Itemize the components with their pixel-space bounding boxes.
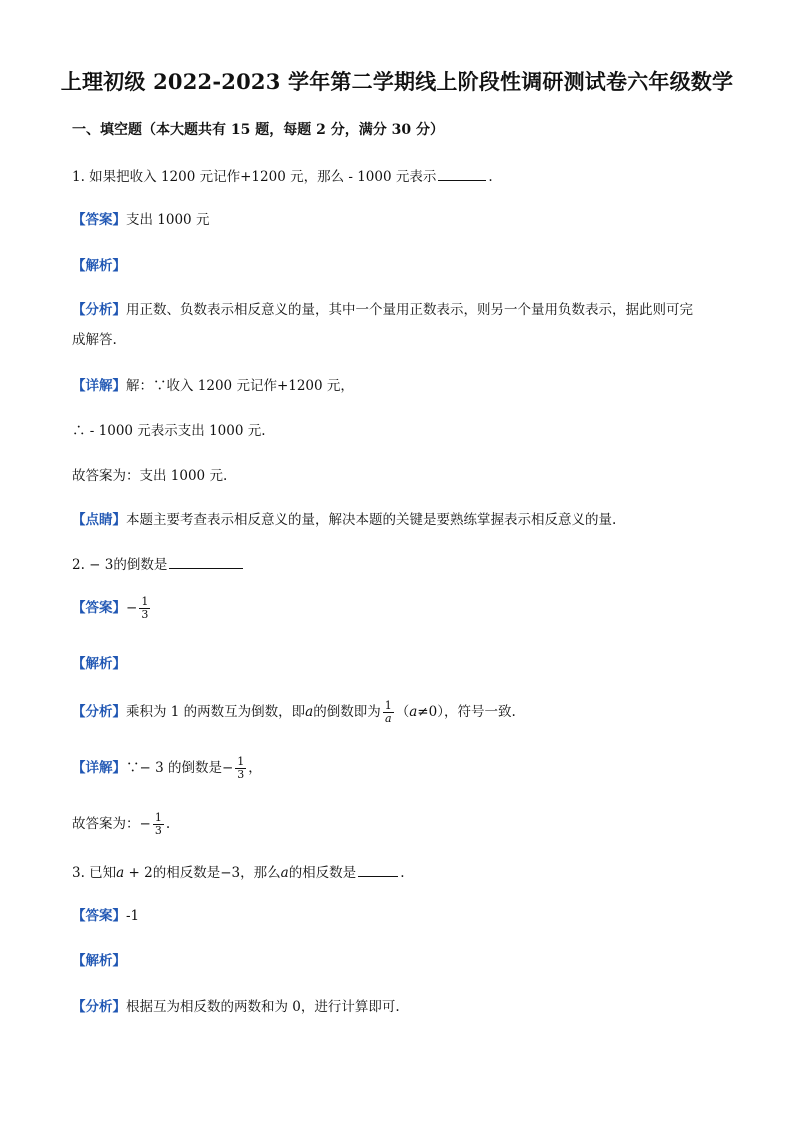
document-title: 上理初级 2022-2023 学年第二学期线上阶段性调研测试卷六年级数学 bbox=[60, 69, 734, 94]
analysis-label: 【分析】 bbox=[72, 704, 126, 720]
comment-text: 本题主要考查表示相反意义的量，解决本题的关键是要熟练掌握表示相反意义的量. bbox=[126, 512, 617, 528]
question-1-answer bbox=[72, 210, 209, 230]
answer-text: 支出 1000 元 bbox=[126, 212, 210, 228]
analysis-text: 乘积为 1 的两数互为倒数，即 bbox=[126, 704, 306, 720]
answer-sign: − bbox=[126, 600, 138, 616]
question-1-stem bbox=[72, 166, 493, 187]
question-3-text: 3. 已知 bbox=[72, 865, 117, 881]
jiexi-label: 【解析】 bbox=[72, 656, 126, 672]
jiexi-label: 【解析】 bbox=[72, 953, 126, 969]
fraction-denominator: 3 bbox=[141, 608, 149, 621]
answer-label: 【答案】 bbox=[72, 212, 126, 228]
answer-label: 【答案】 bbox=[72, 908, 126, 924]
question-3-text: 的相反数是−3，那么 bbox=[152, 865, 281, 881]
detail-text: ∵− 3 的倒数是− bbox=[126, 760, 234, 776]
fraction-numerator: 1 bbox=[141, 595, 149, 608]
analysis-paren: （ bbox=[395, 704, 410, 720]
variable-a: a bbox=[305, 704, 314, 720]
fraction-numerator: 1 bbox=[237, 755, 245, 768]
fraction-denominator: 3 bbox=[237, 768, 245, 781]
question-1-analysis-cont: 成解答. bbox=[72, 332, 117, 348]
fraction-denominator: 3 bbox=[154, 824, 162, 837]
question-1-comment bbox=[72, 510, 616, 530]
answer-blank bbox=[358, 862, 398, 877]
answer-label: 【答案】 bbox=[72, 600, 126, 616]
fraction-numerator: 1 bbox=[384, 699, 392, 712]
analysis-text: 用正数、负数表示相反意义的量，其中一个量用正数表示，则另一个量用负数表示，据此则可完 bbox=[126, 302, 693, 318]
answer-blank bbox=[169, 554, 243, 569]
question-2-jiexi bbox=[72, 654, 126, 674]
answer-text: -1 bbox=[126, 908, 140, 924]
analysis-label: 【分析】 bbox=[72, 302, 126, 318]
question-1-jiexi bbox=[72, 256, 126, 276]
question-3-jiexi bbox=[72, 951, 126, 971]
answer-blank bbox=[438, 166, 486, 181]
section-heading: 一、填空题（本大题共有 15 题，每题 2 分，满分 30 分） bbox=[72, 122, 444, 138]
question-3-text: 的相反数是 bbox=[288, 865, 357, 881]
question-2-detail bbox=[72, 756, 262, 781]
fraction-numerator: 1 bbox=[154, 811, 162, 824]
detail-comma: ， bbox=[248, 760, 262, 776]
question-2-stem bbox=[72, 554, 245, 575]
answer-fraction bbox=[139, 596, 150, 621]
analysis-text: 的倒数即为 bbox=[313, 704, 381, 720]
question-1-conclusion: 故答案为：支出 1000 元. bbox=[72, 468, 228, 484]
question-1-text: 1. 如果把收入 1200 元记作+1200 元，那么 - 1000 元表示 bbox=[72, 169, 437, 185]
detail-label: 【详解】 bbox=[72, 378, 126, 394]
question-2-conclusion bbox=[72, 812, 170, 837]
analysis-fraction bbox=[383, 700, 394, 725]
question-1-step: ∴ - 1000 元表示支出 1000 元. bbox=[72, 423, 266, 439]
question-3-stem bbox=[72, 862, 404, 883]
variable-a: a bbox=[409, 704, 418, 720]
question-1-detail bbox=[72, 376, 354, 396]
conclusion-text: 故答案为：− bbox=[72, 816, 151, 832]
question-3-analysis bbox=[72, 997, 400, 1017]
question-1-analysis bbox=[72, 300, 693, 320]
comment-label: 【点睛】 bbox=[72, 512, 126, 528]
detail-text: 解：∵收入 1200 元记作+1200 元， bbox=[126, 378, 354, 394]
variable-a: a bbox=[116, 865, 125, 881]
analysis-text: 根据互为相反数的两数和为 0，进行计算即可. bbox=[126, 999, 400, 1015]
detail-fraction bbox=[235, 756, 246, 781]
conclusion-period: . bbox=[165, 816, 171, 832]
question-1-period: . bbox=[488, 169, 493, 185]
analysis-label: 【分析】 bbox=[72, 999, 126, 1015]
detail-label: 【详解】 bbox=[72, 760, 126, 776]
question-2-text: 2. − 3的倒数是 bbox=[72, 557, 168, 573]
question-3-period: . bbox=[400, 865, 405, 881]
conclusion-fraction bbox=[153, 812, 164, 837]
analysis-text: ≠0），符号一致. bbox=[417, 704, 516, 720]
jiexi-label: 【解析】 bbox=[72, 258, 126, 274]
expression: + 2 bbox=[124, 865, 153, 881]
variable-a: a bbox=[280, 865, 289, 881]
question-2-analysis bbox=[72, 700, 516, 725]
question-2-answer bbox=[72, 596, 152, 621]
question-3-answer bbox=[72, 906, 139, 926]
fraction-denominator: a bbox=[384, 712, 392, 725]
